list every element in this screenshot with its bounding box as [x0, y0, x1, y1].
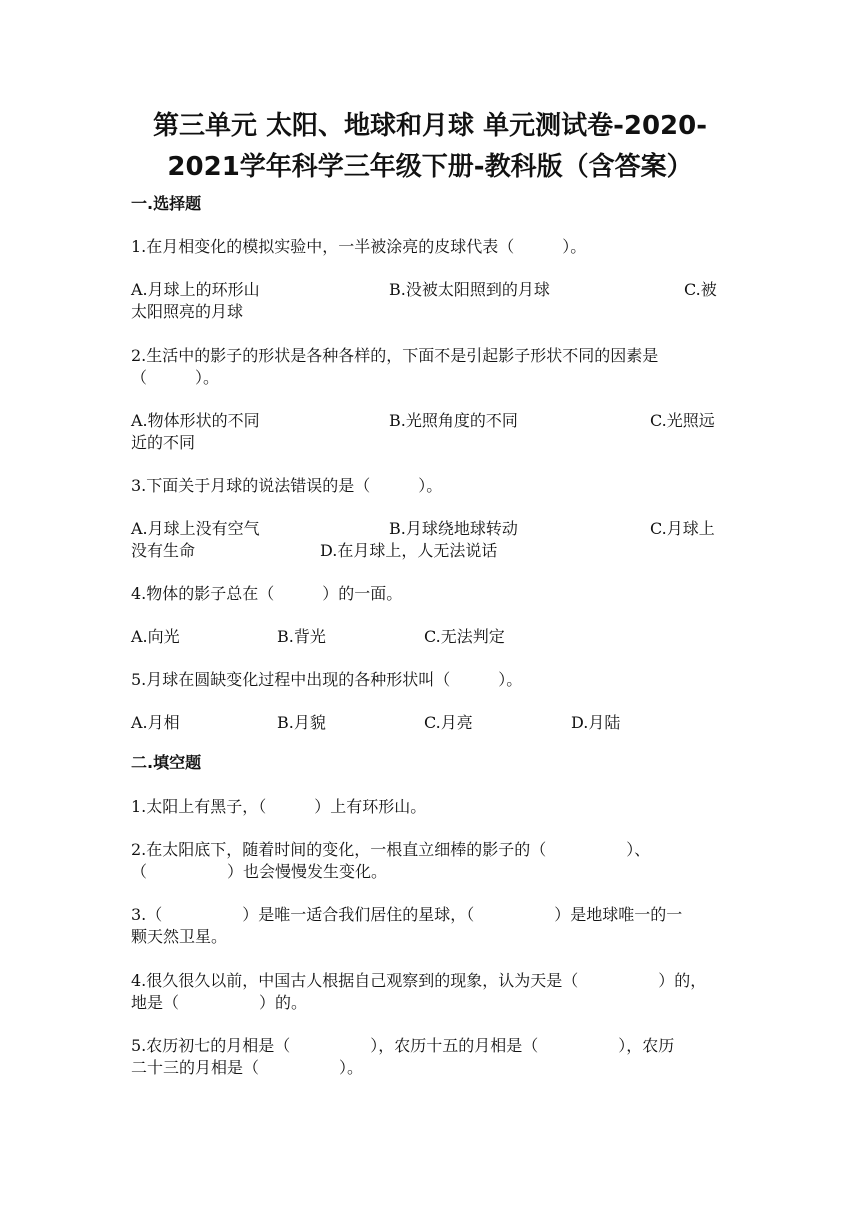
q4-option-b: B.背光: [277, 627, 326, 646]
fill-question-4-line1: 4.很久很久以前，中国古人根据自己观察到的现象，认为天是（ ）的，: [131, 971, 707, 990]
fill-question-2-line2: （ ）也会慢慢发生变化。: [131, 862, 388, 881]
q4-option-c: C.无法判定: [424, 627, 505, 646]
question-3-stem: 3.下面关于月球的说法错误的是（ ）。: [131, 476, 443, 495]
q3-option-d: D.在月球上，人无法说话: [320, 541, 498, 560]
fill-question-4-line2: 地是（ ）的。: [131, 993, 308, 1012]
q2-option-c-cont: 近的不同: [131, 433, 196, 452]
question-2-stem-line1: 2.生活中的影子的形状是各种各样的，下面不是引起影子形状不同的因素是: [131, 346, 659, 365]
fill-question-5-line2: 二十三的月相是（ ）。: [131, 1058, 364, 1077]
fill-question-3-line1: 3.（ ）是唯一适合我们居住的星球，（ ）是地球唯一的一: [131, 905, 683, 924]
q5-option-b: B.月貌: [277, 713, 326, 732]
fill-question-1: 1.太阳上有黑子，（ ）上有环形山。: [131, 797, 427, 816]
question-4-stem: 4.物体的影子总在（ ）的一面。: [131, 584, 403, 603]
q5-option-d: D.月陆: [571, 713, 621, 732]
q3-option-b: B.月球绕地球转动: [389, 519, 518, 538]
title-line-1: 第三单元 太阳、地球和月球 单元测试卷-2020-: [152, 111, 708, 141]
q1-option-b: B.没被太阳照到的月球: [389, 280, 550, 299]
title-line-2: 2021学年科学三年级下册-教科版（含答案）: [167, 152, 693, 182]
q1-option-a: A.月球上的环形山: [131, 280, 260, 299]
q2-option-b: B.光照角度的不同: [389, 411, 518, 430]
q2-option-c: C.光照远: [650, 411, 715, 430]
question-1-stem: 1.在月相变化的模拟实验中，一半被涂亮的皮球代表（ ）。: [131, 237, 587, 256]
question-2-stem-line2: （ ）。: [131, 368, 220, 387]
section-heading-fill: 二.填空题: [131, 753, 202, 772]
document-title: [80, 106, 780, 188]
q5-option-c: C.月亮: [424, 713, 473, 732]
section-heading-choice: 一.选择题: [131, 194, 202, 213]
q3-option-c: C.月球上: [650, 519, 715, 538]
q5-option-a: A.月相: [131, 713, 180, 732]
fill-question-5-line1: 5.农历初七的月相是（ ），农历十五的月相是（ ），农历: [131, 1036, 675, 1055]
q4-option-a: A.向光: [131, 627, 180, 646]
q1-option-c-cont: 太阳照亮的月球: [131, 302, 244, 321]
q2-option-a: A.物体形状的不同: [131, 411, 260, 430]
fill-question-3-line2: 颗天然卫星。: [131, 927, 228, 946]
question-5-stem: 5.月球在圆缺变化过程中出现的各种形状叫（ ）。: [131, 670, 523, 689]
q3-option-c-cont: 没有生命: [131, 541, 196, 560]
fill-question-2-line1: 2.在太阳底下，随着时间的变化，一根直立细棒的影子的（ ）、: [131, 840, 651, 859]
q1-option-c: C.被: [684, 280, 717, 299]
q3-option-a: A.月球上没有空气: [131, 519, 260, 538]
